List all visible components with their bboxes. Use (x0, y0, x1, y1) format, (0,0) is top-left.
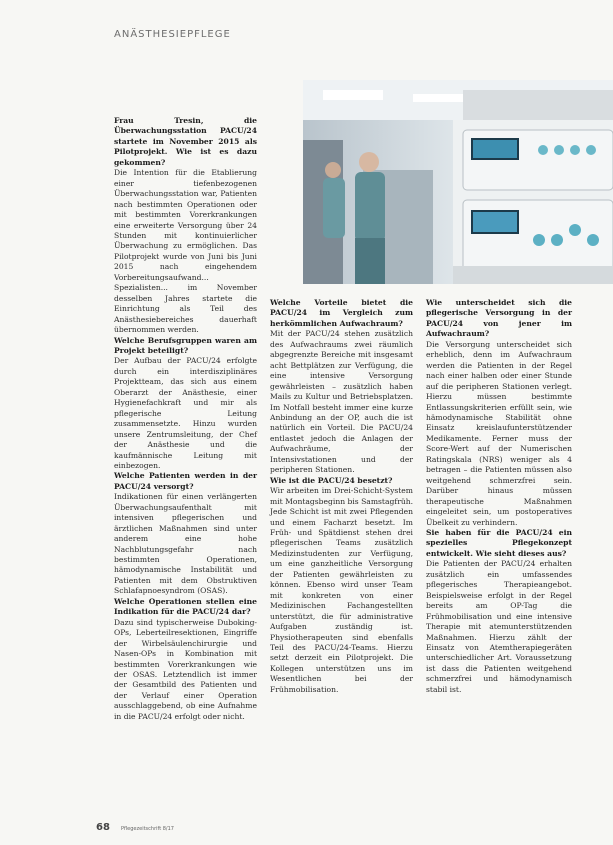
recovery-room-image (303, 80, 613, 284)
hospital-photo (303, 80, 613, 284)
answer: Die Intention für die Etablierung einer tiefenbezogenen Überwachungsstation war, Patienten nach bestimmten Operationen oder mit bestimmten Vorerkrankungen eine erweiterte Versorgung über 24 Stunden mit kontinuierlicher Überwachung zu ermöglichen. Das Pilotprojekt wurde von Juni bis Juni 2015 nach eingehendem Vorbereitungsaufwand... Spezialisten... im November desselben Jahres startete die Einrichtung als Teil des Anästhesiebereiches dauerhaft übernommen werden. (114, 168, 257, 335)
question: Welche Vorteile bietet die PACU/24 im Vergleich zum herkömmlichen Aufwachraum? (270, 298, 413, 328)
answer: Mit der PACU/24 stehen zusätzlich des Aufwachraums zwei räumlich abgegrenzte Bereiche mit insgesamt acht Bettplätzen zur Verfügung, die eine intensive Versorgung gewährleisten – zusätzlich haben Mails zu Kultur und Betriebsplatzen. Im Notfall besteht immer eine kurze Anbindung an der OP, auch die ist natürlich ein Vorteil. Die PACU/24 entlastet jedoch die Anlagen der Aufwachräume, der Intensivstationen und der peripheren Stationen. (270, 329, 413, 475)
question: Welche Operationen stellen eine Indikation für die PACU/24 dar? (114, 596, 257, 617)
text-column-1 (114, 116, 257, 722)
text-column-2 (270, 298, 413, 695)
question: Sie haben für die PACU/24 ein spezielles Pflegekonzept entwickelt. Wie sieht dieses aus? (426, 527, 572, 558)
answer: Indikationen für einen verlängerten Überwachungsaufenthalt mit intensiven pflegerischen und ärztlichen Maßnahmen sind unter anderem eine hohe Nachblutungsgefahr nach bestimmten Operationen, hämodynamische Instabilität und Patienten mit dem Obstruktiven Schlafapnoesyndrom (OSAS). (114, 492, 257, 596)
section-header: ANÄSTHESIEPFLEGE (114, 29, 231, 40)
question: Welche Patienten werden in der PACU/24 versorgt? (114, 471, 257, 491)
question: Wie ist die PACU/24 besetzt? (270, 475, 393, 485)
question: Wie unterscheidet sich die pflegerische Versorgung in der PACU/24 von jener im Aufwachraum? (426, 298, 572, 339)
answer: Dazu sind typischerweise Duboking-OPs, Leberteilresektionen, Eingriffe der Wirbelsäulenchirurgie und Nasen-OPs in Kombination mit bestimmten Vorerkrankungen wie der OSAS. Letztendlich ist immer der Gesamtbild des Patienten und der Verlauf einer Operation ausschlaggebend, ob eine Aufnahme in die PACU/24 erfolgt oder nicht. (114, 617, 257, 721)
page-number: 68 (96, 822, 110, 833)
answer: Die Patienten der PACU/24 erhalten zusätzlich ein umfassendes pflegerisches Therapieangebot. Beispielsweise erfolgt in der Regel bereits am OP-Tag die Frühmobilisation und eine intensive Therapie mit atemunterstützenden Maßnahmen. Hierzu zählt der Einsatz von Atemtherapiegeräten unterschiedlicher Art. Voraussetzung ist dass die Patienten weitgehend schmerzfrei und hämodynamisch stabil ist. (426, 559, 572, 694)
question: Welche Berufsgruppen waren am Projekt beteiligt? (114, 335, 257, 355)
page-footer (96, 815, 174, 834)
answer: Der Aufbau der PACU/24 erfolgte durch ein interdisziplinäres Projektteam, das sich aus einem Oberarzt der Anästhesie, einer Hygienefachkraft und mir als pflegerische Leitung zusammensetzte. Hinzu wurden unsere Zentrumsleitung, der Chef der Anästhesie und die kaufmännische Leitung mit einbezogen. (114, 356, 257, 470)
answer: Die Versorgung unterscheidet sich erheblich, denn im Aufwachraum werden die Patienten in der Regel nach einer halben oder einer Stunde auf die peripheren Stationen verlegt. Hierzu müssen bestimmte Entlassungskriterien erfüllt sein, wie hämodynamische Stabilität ohne Einsatz kreislaufunterstützender Medikamente. Ferner muss der Score-Wert auf der Numerischen Ratingskala (NRS) weniger als 4 betragen – die Patienten müssen also weitgehend schmerzfrei sein. Darüber hinaus müssen therapeutische Maßnahmen eingeleitet sein, um postoperatives Übelkeit zu verhindern. (426, 339, 572, 527)
text-column-3 (426, 298, 572, 695)
question: Frau Tresin, die Überwachungsstation PACU/24 startete im November 2015 als Pilotprojekt. Wie ist es dazu gekommen? (114, 116, 257, 167)
answer: Wir arbeiten im Drei-Schicht-System mit Montagsbeginn bis Samstagfrüh. Jede Schicht ist mit zwei Pflegenden und einem Facharzt besetzt. Im Früh- und Spätdienst stehen drei pflegerischen Teams zusätzlich Medizinstudenten zur Verfügung, um eine ganzheitliche Versorgung der Patienten gewährleisten zu können. Ebenso wird unser Team mit konkreten von einer Medizinischen Fachangestellten unterstützt, die für administrative Aufgaben zuständig ist. Physiotherapeuten sind ebenfalls Teil des PACU/24-Teams. Hierzu setzt derzeit ein Pilotprojekt. Die Kollegen unterstützen uns im Wesentlichen bei der Frühmobilisation. (270, 486, 414, 694)
publication-name: Pflegezeitschrift 8/17 (121, 826, 174, 832)
